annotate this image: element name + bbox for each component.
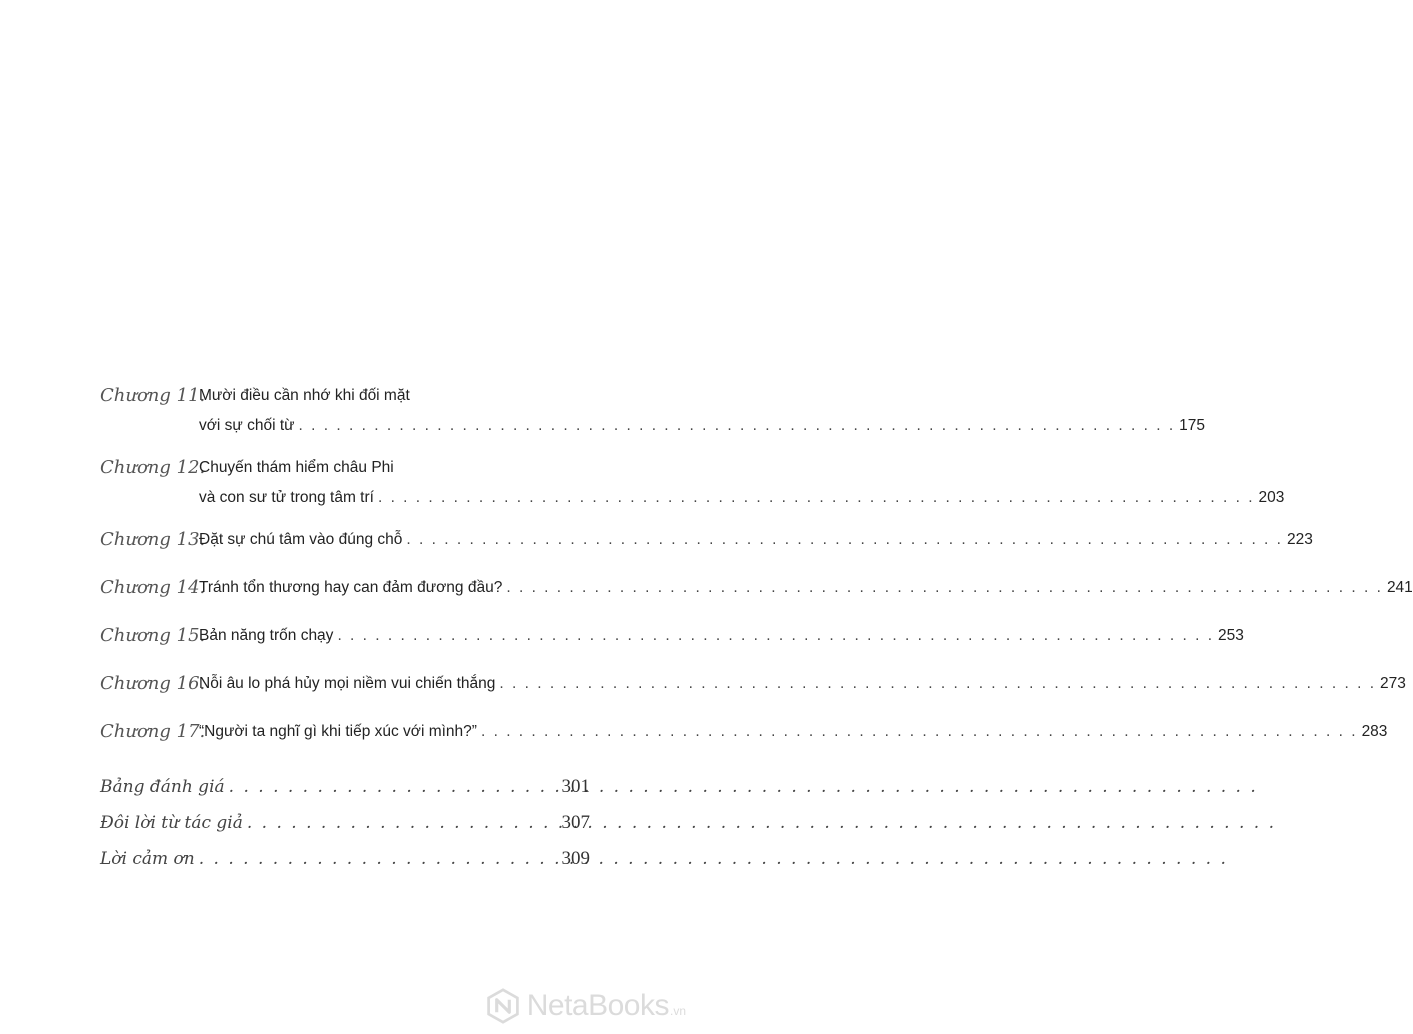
back-item-title: Lời cảm ơn bbox=[100, 849, 195, 869]
dot-leader bbox=[337, 621, 1214, 651]
dot-leader bbox=[499, 669, 1376, 699]
table-of-contents bbox=[100, 381, 1413, 877]
chapter-title-text: và con sư tử trong tâm trí bbox=[199, 489, 374, 506]
dot-leader bbox=[378, 483, 1255, 513]
toc-chapter-12 bbox=[100, 453, 1285, 513]
chapter-label: Chương 17. bbox=[100, 721, 206, 742]
netabooks-watermark bbox=[485, 988, 686, 1024]
dot-leader bbox=[506, 573, 1383, 603]
chapter-label: Chương 11. bbox=[100, 385, 206, 406]
chapter-title-text: Mười điều cần nhớ khi đối mặt bbox=[199, 387, 410, 404]
page-number: 253 bbox=[1218, 627, 1244, 644]
chapter-label: Chương 14. bbox=[100, 577, 206, 598]
back-matter bbox=[100, 769, 590, 877]
toc-back-item bbox=[100, 841, 590, 877]
page-number: 301 bbox=[561, 776, 590, 797]
chapter-body bbox=[199, 717, 1387, 747]
page-number: 283 bbox=[1361, 723, 1388, 740]
chapter-title-text: Đặt sự chú tâm vào đúng chỗ bbox=[199, 531, 403, 548]
toc-chapter-15 bbox=[100, 621, 1244, 651]
dot-leader bbox=[199, 842, 558, 877]
back-item-title: Đôi lời từ tác giả bbox=[100, 813, 243, 833]
page-number: 223 bbox=[1286, 531, 1313, 548]
toc-back-item bbox=[100, 805, 590, 841]
chapter-body bbox=[199, 381, 1205, 441]
page-number: 241 bbox=[1386, 579, 1413, 596]
chapter-title-line bbox=[199, 621, 1244, 651]
toc-chapter-11 bbox=[100, 381, 1205, 441]
page-number: 175 bbox=[1179, 417, 1205, 434]
dot-leader bbox=[299, 411, 1176, 441]
netabooks-logo-icon bbox=[485, 988, 521, 1024]
chapter-title-line bbox=[199, 411, 1205, 441]
watermark-brand: NetaBooks bbox=[526, 989, 669, 1022]
chapter-title-text: Nỗi âu lo phá hủy mọi niềm vui chiến thắng bbox=[199, 675, 496, 692]
chapter-label: Chương 12. bbox=[100, 457, 206, 478]
dot-leader bbox=[247, 806, 558, 841]
chapter-title-text: Tránh tổn thương hay can đảm đương đầu? bbox=[199, 579, 503, 596]
chapter-label: Chương 13. bbox=[100, 529, 206, 550]
page-number: 203 bbox=[1258, 489, 1285, 506]
toc-chapter-17 bbox=[100, 717, 1388, 747]
dot-leader bbox=[406, 525, 1283, 555]
toc-back-item bbox=[100, 769, 590, 805]
chapter-title-line bbox=[199, 525, 1313, 555]
chapter-title-line bbox=[199, 669, 1406, 699]
chapter-label: Chương 16. bbox=[100, 673, 206, 694]
chapter-title-text: với sự chối từ bbox=[199, 417, 295, 434]
chapter-title-text: “Người ta nghĩ gì khi tiếp xúc với mình?” bbox=[199, 723, 477, 740]
chapter-title-line bbox=[199, 453, 1284, 483]
toc-chapter-14 bbox=[100, 573, 1413, 603]
page-number: 273 bbox=[1380, 675, 1406, 692]
toc-chapter-13 bbox=[100, 525, 1313, 555]
chapter-body bbox=[199, 525, 1313, 555]
page-number: 307 bbox=[561, 812, 590, 833]
chapter-body bbox=[199, 669, 1406, 699]
toc-chapter-16 bbox=[100, 669, 1406, 699]
chapter-title-line bbox=[199, 573, 1413, 603]
chapter-title-text: Chuyến thám hiểm châu Phi bbox=[199, 459, 394, 476]
chapter-label: Chương 15. bbox=[100, 625, 206, 646]
chapter-body bbox=[199, 621, 1244, 651]
chapter-title-line bbox=[199, 717, 1387, 747]
dot-leader bbox=[481, 717, 1358, 747]
chapter-body bbox=[199, 453, 1284, 513]
watermark-suffix: .vn bbox=[669, 1004, 686, 1018]
chapter-title-line bbox=[199, 483, 1284, 513]
back-item-title: Bảng đánh giá bbox=[100, 777, 225, 797]
dot-leader bbox=[229, 770, 558, 805]
chapter-body bbox=[199, 573, 1413, 603]
chapter-title-text: Bản năng trốn chạy bbox=[199, 627, 334, 644]
chapter-title-line bbox=[199, 381, 1205, 411]
page-number: 309 bbox=[561, 848, 590, 869]
